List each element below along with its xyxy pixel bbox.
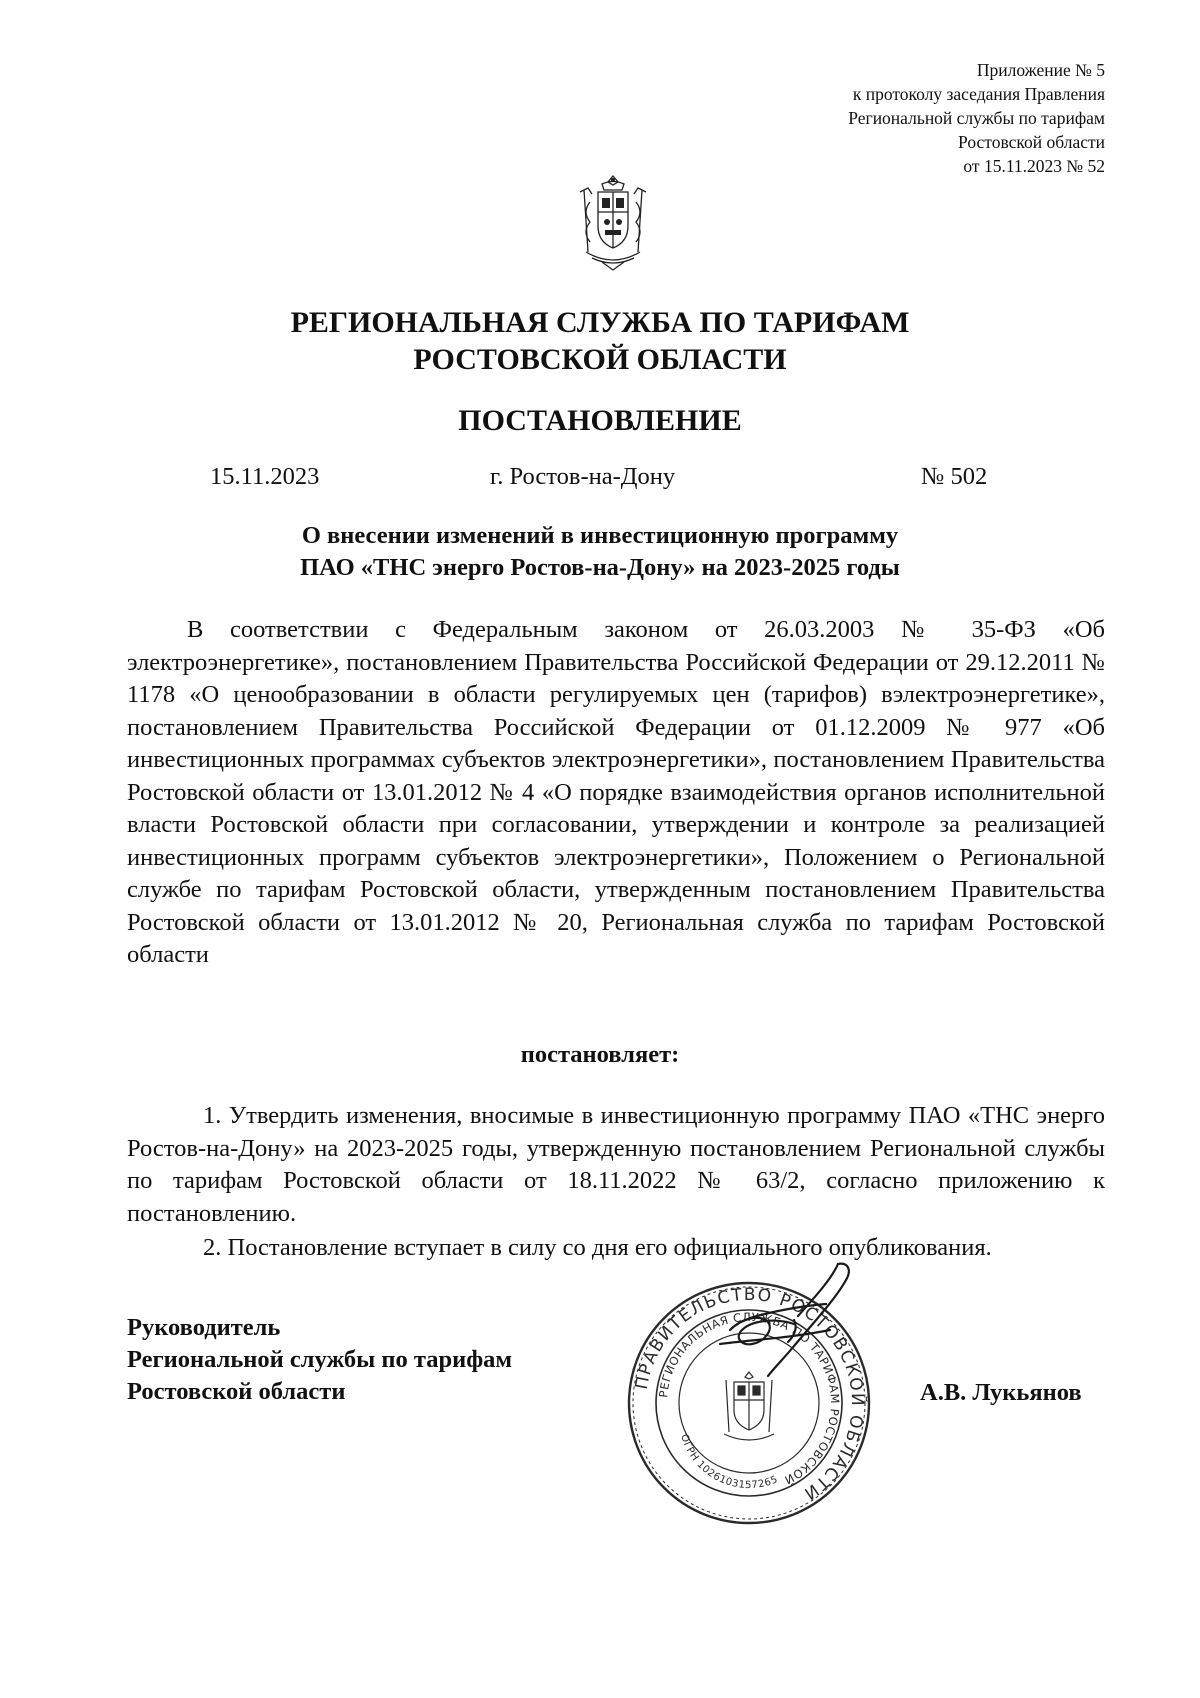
decision-heading: постановляет: <box>520 1041 680 1068</box>
organization-title <box>0 304 1200 378</box>
seal-outer-text: ПРАВИТЕЛЬСТВО РОСТОВСКОЙ ОБЛАСТИ <box>631 1284 868 1504</box>
coat-of-arms-icon <box>572 172 654 272</box>
document-number: № 502 <box>921 463 988 490</box>
handwritten-signature <box>690 1260 900 1390</box>
annex-line-2: к протоколу заседания Правления <box>852 84 1105 104</box>
annex-line-3: Региональной службы по тарифам <box>848 108 1105 128</box>
signer-title-line-2: Региональной службы по тарифам <box>127 1346 513 1373</box>
signer-title-line-1: Руководитель <box>127 1314 281 1341</box>
resolution-item-1: 1. Утвердить изменения, вносимые в инвестиционную программу ПАО «ТНС энерго Ростов-на-Дону» на 2023-2025 годы, утвержденную постановлением Региональной службы по тарифам Ростовской области от 18.11.2022 № 63/2, согласно приложению к постановлению. <box>127 1102 1105 1227</box>
document-subject-line-1: О внесении изменений в инвестиционную программу <box>301 522 899 549</box>
organization-title-line-1: РЕГИОНАЛЬНАЯ СЛУЖБА ПО ТАРИФАМ <box>290 306 910 339</box>
signer-title-line-3: Ростовской области <box>127 1378 346 1405</box>
document-date: 15.11.2023 <box>210 463 320 490</box>
annex-reference <box>848 58 1105 178</box>
annex-line-4: Ростовской области <box>958 132 1105 152</box>
seal-id-text: ОГРН 1026103157265 <box>678 1432 780 1492</box>
resolution-item-2: 2. Постановление вступает в силу со дня его официального опубликования. <box>203 1234 992 1261</box>
signer-title <box>127 1312 512 1408</box>
annex-line-5: от 15.11.2023 № 52 <box>963 156 1105 176</box>
document-city: г. Ростов-на-Дону <box>490 463 676 490</box>
seal-inner-text: РЕГИОНАЛЬНАЯ СЛУЖБА ПО ТАРИФАМ РОСТОВСКОЙ <box>656 1309 843 1488</box>
annex-line-1: Приложение № 5 <box>976 60 1105 80</box>
signer-name: А.В. Лукьянов <box>920 1379 1082 1406</box>
organization-title-line-2: РОСТОВСКОЙ ОБЛАСТИ <box>413 343 787 376</box>
document-subject <box>0 520 1200 584</box>
preamble-paragraph: В соответствии с Федеральным законом от 26.03.2003 № 35-ФЗ «Об электроэнергетике», постановлением Правительства Российской Федерации от 29.12.2011 № 1178 «О ценообразовании в области регулируемых цен (тарифов) вэлектроэнергетике», постановлением Правительства Российской Федерации от 01.12.2009 № 977 «Об инвестиционных программах субъектов электроэнергетики», постановлением Правительства Ростовской области от 13.01.2012 № 4 «О порядке взаимодействия органов исполнительной власти Ростовской области при согласовании, утверждении и контроле за реализацией инвестиционных программ субъектов электроэнергетики», Положением о Региональной службе по тарифам Ростовской области, утвержденным постановлением Правительства Ростовской области от 13.01.2012 № 20, Региональная служба по тарифам Ростовской области <box>127 616 1105 968</box>
document-subject-line-2: ПАО «ТНС энерго Ростов-на-Дону» на 2023-2025 годы <box>300 554 900 581</box>
document-type: ПОСТАНОВЛЕНИЕ <box>458 404 742 437</box>
